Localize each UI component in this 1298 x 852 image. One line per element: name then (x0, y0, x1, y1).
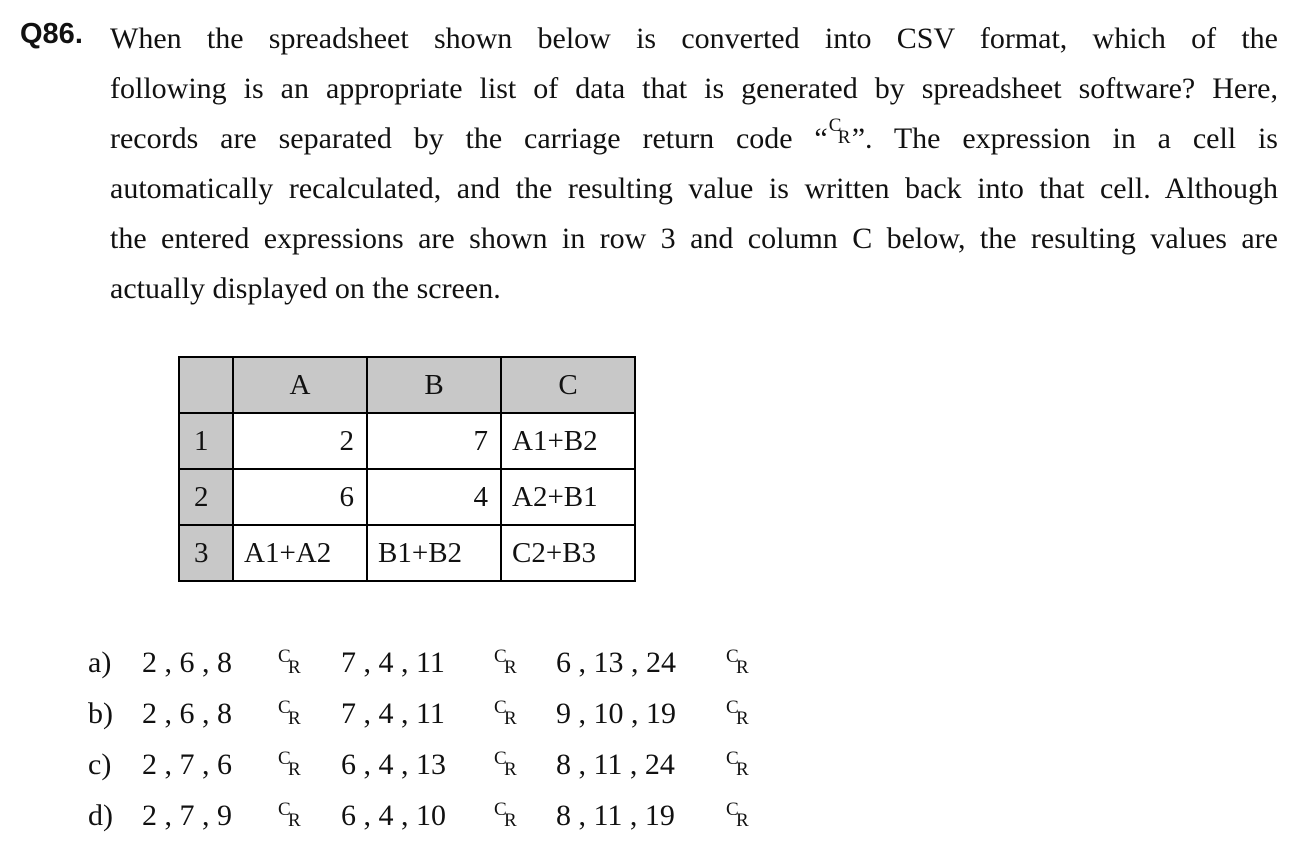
question-number: Q86. (20, 18, 83, 50)
option-group-1: 2 , 6 , 8 (142, 697, 232, 730)
column-header-b: B (367, 357, 501, 413)
option-group-2: 6 , 4 , 13 (341, 748, 446, 781)
cr-symbol-r: R (288, 708, 301, 729)
option-label: b) (88, 697, 113, 730)
column-header-c: C (501, 357, 635, 413)
cr-symbol-c: C (494, 646, 507, 667)
question-line-1: When the spreadsheet shown below is converted into CSV format, which of the (110, 22, 1278, 55)
cr-symbol-r: R (736, 810, 749, 831)
spreadsheet-table (178, 356, 636, 582)
spreadsheet-header-row (179, 357, 635, 413)
cr-symbol-c: C (494, 748, 507, 769)
cell-a3: A1+A2 (233, 525, 367, 581)
cr-symbol-c: C (726, 697, 739, 718)
carriage-return-symbol (828, 115, 852, 148)
carriage-return-symbol (278, 695, 308, 735)
cell-c2: A2+B1 (501, 469, 635, 525)
cell-c3: C2+B3 (501, 525, 635, 581)
carriage-return-symbol (726, 797, 756, 837)
spreadsheet-row-3 (179, 525, 635, 581)
carriage-return-symbol (494, 746, 524, 786)
option-group-1: 2 , 7 , 6 (142, 748, 232, 781)
cr-symbol-r: R (736, 708, 749, 729)
cr-symbol-r: R (837, 127, 851, 148)
question-text (110, 14, 1278, 314)
question-line-3-start: records are separated by the carriage return code “ (110, 122, 828, 155)
cell-a1: 2 (233, 413, 367, 469)
option-d[interactable] (88, 797, 788, 848)
spreadsheet-row-1 (179, 413, 635, 469)
carriage-return-symbol (494, 797, 524, 837)
row-header-3: 3 (179, 525, 233, 581)
question-line-3 (110, 114, 1278, 164)
cr-symbol-c: C (278, 799, 291, 820)
carriage-return-symbol (494, 644, 524, 684)
cr-symbol-r: R (504, 708, 517, 729)
cr-symbol-c: C (726, 646, 739, 667)
cr-symbol-c: C (494, 799, 507, 820)
cr-symbol-r: R (736, 759, 749, 780)
cr-symbol-r: R (504, 657, 517, 678)
question-line-4: automatically recalculated, and the resulting value is written back into that cell. Although (110, 172, 1278, 205)
option-label: c) (88, 748, 112, 781)
option-group-3: 8 , 11 , 19 (556, 799, 675, 832)
option-group-2: 7 , 4 , 11 (341, 697, 445, 730)
carriage-return-symbol (726, 644, 756, 684)
cr-symbol-r: R (736, 657, 749, 678)
option-label: a) (88, 646, 112, 679)
carriage-return-symbol (278, 797, 308, 837)
column-header-a: A (233, 357, 367, 413)
question-line-2: following is an appropriate list of data that is generated by spreadsheet software? Here, (110, 72, 1278, 105)
option-group-3: 8 , 11 , 24 (556, 748, 675, 781)
cr-symbol-c: C (278, 697, 291, 718)
option-group-3: 9 , 10 , 19 (556, 697, 676, 730)
cr-symbol-c: C (278, 646, 291, 667)
option-group-2: 6 , 4 , 10 (341, 799, 446, 832)
option-c[interactable] (88, 746, 788, 797)
cr-symbol-r: R (288, 759, 301, 780)
cr-symbol-c: C (278, 748, 291, 769)
cr-symbol-c: C (494, 697, 507, 718)
question-line-5: the entered expressions are shown in row 3 and column C below, the resulting values are (110, 222, 1278, 255)
carriage-return-symbol (278, 644, 308, 684)
cell-b2: 4 (367, 469, 501, 525)
cr-symbol-r: R (288, 657, 301, 678)
option-b[interactable] (88, 695, 788, 746)
carriage-return-symbol (726, 695, 756, 735)
cell-c1: A1+B2 (501, 413, 635, 469)
cr-symbol-r: R (504, 759, 517, 780)
option-label: d) (88, 799, 113, 832)
cr-symbol-r: R (288, 810, 301, 831)
answer-options (88, 644, 788, 848)
spreadsheet-corner-cell (179, 357, 233, 413)
question-line-6: actually displayed on the screen. (110, 272, 501, 305)
cell-b1: 7 (367, 413, 501, 469)
cell-a2: 6 (233, 469, 367, 525)
cr-symbol-c: C (726, 748, 739, 769)
spreadsheet-row-2 (179, 469, 635, 525)
option-group-3: 6 , 13 , 24 (556, 646, 676, 679)
carriage-return-symbol (726, 746, 756, 786)
option-group-1: 2 , 7 , 9 (142, 799, 232, 832)
cr-symbol-c: C (726, 799, 739, 820)
question-line-3-end: ”. The expression in a cell is (851, 122, 1278, 155)
cell-b3: B1+B2 (367, 525, 501, 581)
cr-symbol-r: R (504, 810, 517, 831)
carriage-return-symbol (494, 695, 524, 735)
row-header-1: 1 (179, 413, 233, 469)
option-group-1: 2 , 6 , 8 (142, 646, 232, 679)
option-a[interactable] (88, 644, 788, 695)
cr-symbol-c: C (828, 115, 842, 136)
row-header-2: 2 (179, 469, 233, 525)
option-group-2: 7 , 4 , 11 (341, 646, 445, 679)
carriage-return-symbol (278, 746, 308, 786)
